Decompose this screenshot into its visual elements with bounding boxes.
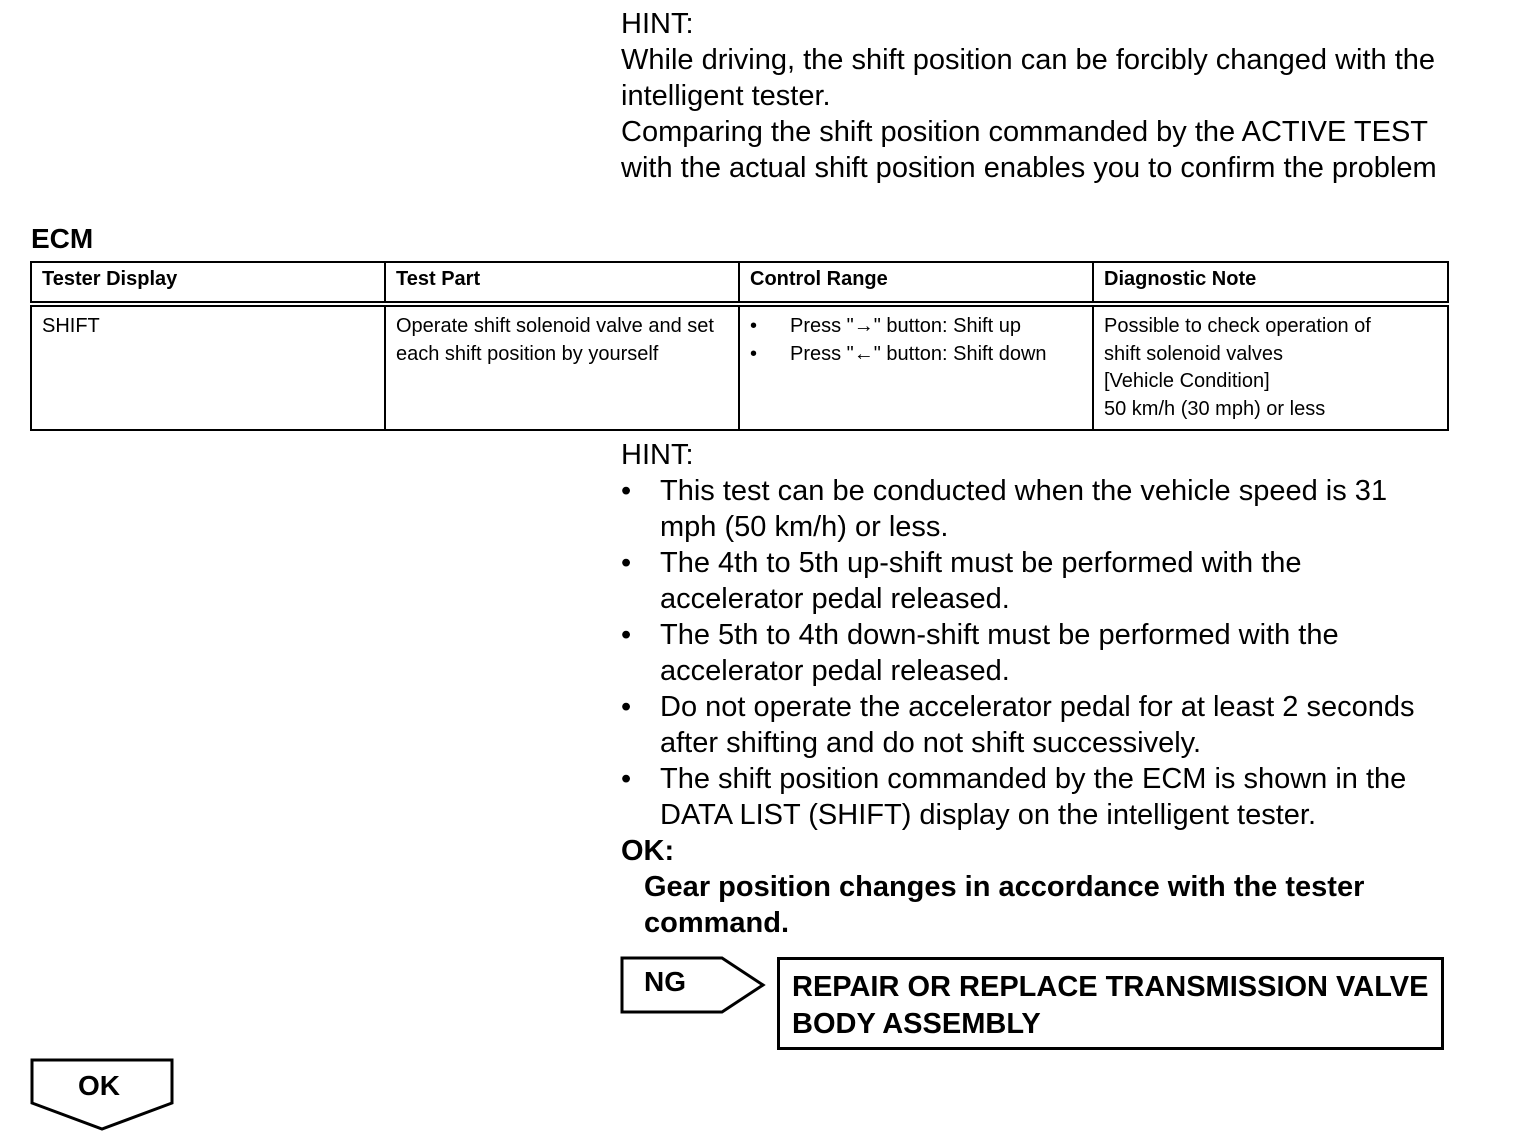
control-range-item: • Press "←" button: Shift down <box>750 342 1047 365</box>
hint-top-para1: While driving, the shift position can be forcibly changed with the intelligent tester. <box>621 44 1436 112</box>
control-range-item: • Press "→" button: Shift up <box>750 315 1021 337</box>
ok-result-detail: Gear position changes in accordance with the tester command. <box>644 871 1365 939</box>
hint-top-para2: Comparing the shift position commanded by the ACTIVE TEST with the actual shift position enables you to confirm the problem <box>621 116 1437 184</box>
ok-arrow <box>30 1058 175 1132</box>
note-line: shift solenoid valves <box>1104 342 1283 365</box>
header-control-range: Control Range <box>739 262 1093 304</box>
ng-arrow-icon <box>620 956 768 1014</box>
hint-top <box>621 6 1451 186</box>
hint-top-title: HINT: <box>621 8 694 40</box>
ng-arrow <box>620 956 768 1014</box>
control-range-list <box>750 313 1082 368</box>
cell-control-range <box>739 304 1093 430</box>
header-test-part: Test Part <box>385 262 739 304</box>
note-line: Possible to check operation of <box>1104 315 1371 337</box>
ng-label: NG <box>644 966 686 997</box>
table-header-row <box>31 262 1448 304</box>
note-line: 50 km/h (30 mph) or less <box>1104 397 1326 420</box>
repair-instruction-box: REPAIR OR REPLACE TRANSMISSION VALVE BODY ASSEMBLY <box>777 957 1444 1050</box>
hint-bottom <box>621 437 1451 941</box>
ok-label: OK <box>78 1070 120 1101</box>
list-item: • The 5th to 4th down-shift must be performed with the accelerator pedal released. <box>621 619 1339 687</box>
hint-bottom-title: HINT: <box>621 439 694 471</box>
ok-result-title: OK: <box>621 835 675 867</box>
note-line: [Vehicle Condition] <box>1104 370 1270 392</box>
ecm-label: ECM <box>31 223 94 254</box>
cell-diagnostic-note <box>1093 304 1448 430</box>
table-row <box>31 304 1448 430</box>
hint-bullet-list <box>621 473 1451 833</box>
header-diagnostic-note: Diagnostic Note <box>1093 262 1448 304</box>
list-item: • This test can be conducted when the vehicle speed is 31 mph (50 km/h) or less. <box>621 475 1388 543</box>
list-item: • Do not operate the accelerator pedal for at least 2 seconds after shifting and do not shift successively. <box>621 691 1415 759</box>
header-tester-display: Tester Display <box>31 262 385 304</box>
active-test-table <box>30 261 1449 431</box>
cell-tester-display: SHIFT <box>31 304 385 430</box>
cell-test-part: Operate shift solenoid valve and set each shift position by yourself <box>385 304 739 430</box>
list-item: • The 4th to 5th up-shift must be performed with the accelerator pedal released. <box>621 547 1302 615</box>
list-item: • The shift position commanded by the ECM is shown in the DATA LIST (SHIFT) display on the intelligent tester. <box>621 763 1407 831</box>
